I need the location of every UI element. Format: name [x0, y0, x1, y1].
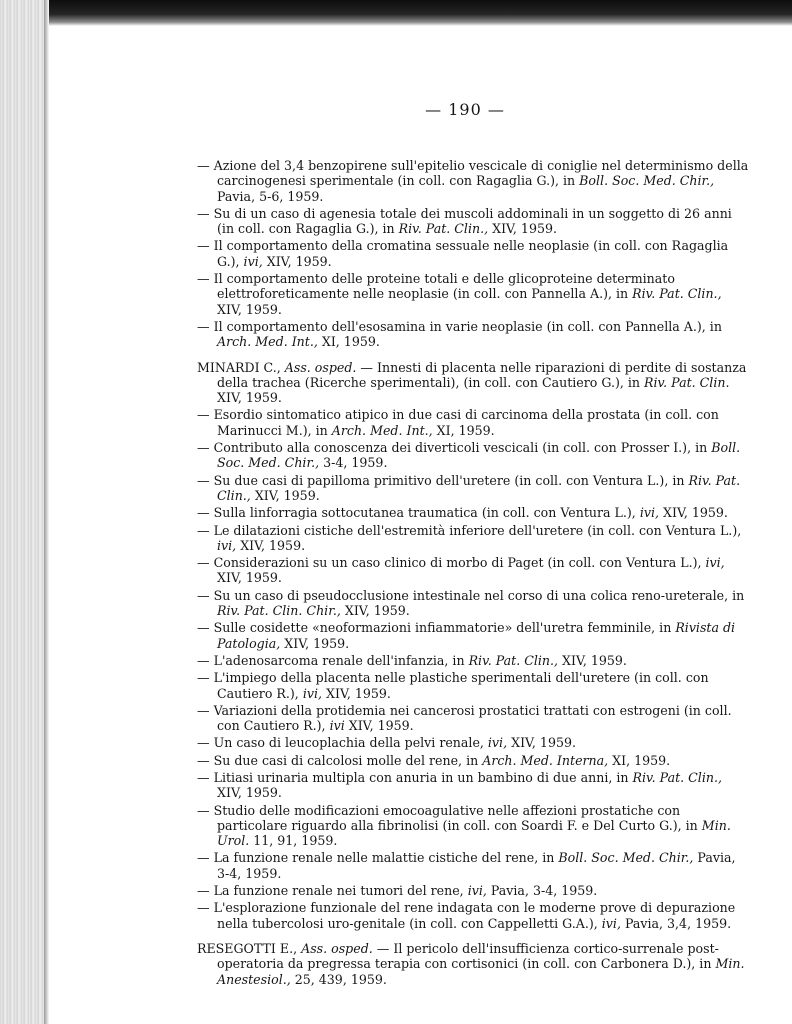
bibliography-entry: — Un caso di leucoplachia della pelvi renale, ivi, XIV, 1959.	[197, 735, 576, 751]
bibliography-entry: — Su due casi di calcolosi molle del rene, in Arch. Med. Interna, XI, 1959.	[197, 752, 671, 768]
author-name: MINARDI C.,	[197, 359, 281, 375]
bibliography-entry: — Le dilatazioni cistiche dell'estremità inferiore dell'uretere (in coll. con Ventura L.), ivi, XIV, 1959.	[197, 522, 742, 553]
bibliography-entry: — Studio delle modificazioni emocoagulative nelle affezioni prostatiche con particolare riguardo alla fibrinolisi (in coll. con Soardi F. e Del Curto G.), in Min. Urol. 11, 91, 1959.	[197, 802, 731, 849]
bibliography-entry: — Il comportamento delle proteine totali e delle glicoproteine determinato elettroforeticamente nelle neoplasie (in coll. con Pannella A.), in Riv. Pat. Clin., XIV, 1959.	[197, 271, 722, 317]
bibliography-entry: — La funzione renale nei tumori del rene, ivi, Pavia, 3-4, 1959.	[197, 883, 598, 899]
bibliography-entry: — Il comportamento della cromatina sessuale nelle neoplasie (in coll. con Ragaglia G.), ivi, XIV, 1959.	[197, 238, 729, 269]
bibliography-entry: — Esordio sintomatico atipico in due casi di carcinoma della prostata (in coll. con Marinucci M.), in Arch. Med. Int., XI, 1959.	[197, 407, 719, 438]
bibliography-entry: — L'adenosarcoma renale dell'infanzia, in Riv. Pat. Clin., XIV, 1959.	[197, 652, 627, 668]
author-heading-entry: MINARDI C., Ass. osped. — Innesti di placenta nelle riparazioni di perdite di sostanza della trachea (Ricerche sperimentali), (in coll. con Cautiero G.), in Riv. Pat. Clin. XIV, 1959.	[197, 359, 747, 406]
author-heading-entry: RESEGOTTI E., Ass. osped. — Il pericolo dell'insufficienza cortico-surrenale post-operatoria da pregressa terapia con cortisonici (in coll. con Carbonera D.), in Min. Anestesiol., 25, 439, 1959.	[197, 940, 745, 987]
bibliography-entry: — Il comportamento dell'esosamina in varie neoplasie (in coll. con Pannella A.), in Arch. Med. Int., XI, 1959.	[197, 318, 722, 350]
bibliography-entry: — La funzione renale nelle malattie cistiche del rene, in Boll. Soc. Med. Chir., Pavia, 3-4, 1959.	[197, 850, 736, 881]
resegotti-section	[197, 941, 749, 987]
bibliography-entry: — L'esplorazione funzionale del rene indagata con le moderne prove di depurazione nella tubercolosi uro-genitale (in coll. con Cappelletti G.A.), ivi, Pavia, 3,4, 1959.	[197, 900, 736, 931]
bibliography-entry: — Considerazioni su un caso clinico di morbo di Paget (in coll. con Ventura L.), ivi, XIV, 1959.	[197, 555, 725, 586]
bibliography-entry: — Sulle cosidette «neoformazioni infiammatorie» dell'uretra femminile, in Rivista di Patologia, XIV, 1959.	[197, 620, 736, 651]
bibliography-entry: — Su due casi di papilloma primitivo dell'uretere (in coll. con Ventura L.), in Riv. Pat. Clin., XIV, 1959.	[197, 472, 741, 503]
bibliography-entry: — Su di un caso di agenesia totale dei muscoli addominali in un soggetto di 26 anni (in coll. con Ragaglia G.), in Riv. Pat. Clin., XIV, 1959.	[197, 205, 732, 237]
bibliography-entry: — L'impiego della placenta nelle plastiche sperimentali dell'uretere (in coll. con Cautiero R.), ivi, XIV, 1959.	[197, 670, 709, 701]
bibliography-entry: — Litiasi urinaria multipla con anuria in un bambino di due anni, in Riv. Pat. Clin., XIV, 1959.	[197, 769, 722, 801]
bibliography-entry: — Variazioni della protidemia nei cancerosi prostatici trattati con estrogeni (in coll. con Cautiero R.), ivi XIV, 1959.	[197, 702, 732, 734]
page-gutter	[44, 0, 49, 1024]
minardi-section	[197, 360, 749, 931]
scan-top-edge	[0, 0, 792, 26]
bibliography-entry: — Azione del 3,4 benzopirene sull'epitelio vescicale di coniglie nel determinismo della carcinogenesi sperimentale (in coll. con Ragaglia G.), in Boll. Soc. Med. Chir., Pavia, 5-6, 1959.	[197, 158, 749, 204]
author-name: RESEGOTTI E.,	[197, 940, 298, 956]
author-role: Ass. osped.	[301, 940, 373, 956]
author-role: Ass. osped.	[284, 359, 357, 375]
previous-author-section	[197, 158, 749, 350]
page-number: — 190 —	[425, 100, 505, 119]
bibliography-body	[197, 158, 749, 989]
bibliography-entry: — Sulla linforragia sottocutanea traumatica (in coll. con Ventura L.), ivi, XIV, 1959.	[197, 505, 728, 521]
bibliography-entry: — Contributo alla conoscenza dei diverticoli vescicali (in coll. con Prosser I.), in Boll. Soc. Med. Chir., 3-4, 1959.	[197, 440, 741, 471]
book-spine-shadow	[0, 0, 44, 1024]
bibliography-entry: — Su un caso di pseudocclusione intestinale nel corso di una colica reno-ureterale, in Riv. Pat. Clin. Chir., XIV, 1959.	[197, 587, 745, 619]
